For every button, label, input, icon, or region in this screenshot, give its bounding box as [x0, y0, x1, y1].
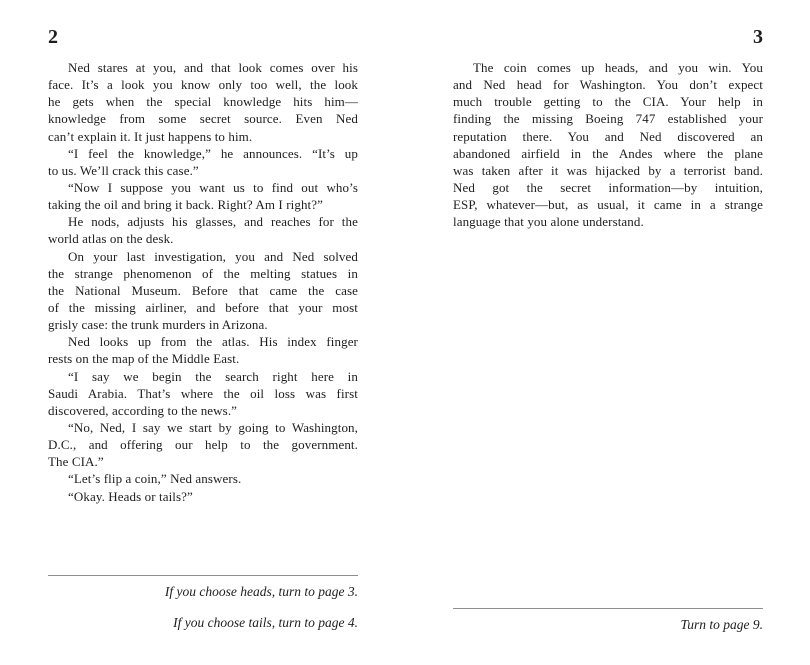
divider-rule — [453, 608, 763, 609]
text-line: can’t explain it. It just happens to him. — [48, 128, 253, 144]
text-line: “Let’s flip a coin,” Ned answers. — [68, 471, 242, 487]
text-line: Ned got the secret information—by intuition, — [453, 179, 763, 195]
text-line: he gets when the special knowledge hits him— — [48, 94, 358, 110]
text-line: rests on the map of the Middle East. — [48, 351, 240, 367]
text-line: “Now I suppose you want us to find out who’s — [68, 179, 358, 195]
text-line: much trouble getting to the CIA. Your help in — [453, 94, 763, 110]
text-line: ESP, whatever—but, as usual, it came in a strange — [453, 197, 763, 213]
page-footer — [48, 575, 358, 631]
text-line: of the missing airliner, and before that your most — [48, 299, 358, 315]
text-line: Saudi Arabia. That’s where the oil loss was first — [48, 385, 358, 401]
text-line: to us. We’ll crack this case.” — [48, 162, 199, 178]
text-line: Ned stares at you, and that look comes over his — [68, 60, 358, 75]
page-number: 3 — [753, 26, 763, 48]
text-line: reputation there. You and Ned discovered an — [453, 128, 763, 144]
page-3 — [453, 0, 763, 665]
text-line: “Okay. Heads or tails?” — [68, 488, 193, 504]
text-line: The CIA.” — [48, 454, 104, 470]
text-line: the National Museum. Before that came the case — [48, 282, 358, 298]
text-line: “No, Ned, I say we start by going to Washington, — [68, 419, 358, 435]
choice-list — [453, 617, 763, 633]
page-body-text — [48, 59, 358, 505]
text-line: language that you alone understand. — [453, 214, 644, 230]
text-line: face. It’s a look you know only too well, the look — [48, 77, 358, 93]
text-line: abandoned airfield in the Andes where the plane — [453, 145, 763, 161]
text-line: “I say we begin the search right here in — [68, 368, 358, 384]
text-line: Ned looks up from the atlas. His index finger — [68, 334, 358, 350]
page-number: 2 — [48, 26, 58, 48]
text-line: grisly case: the trunk murders in Arizona. — [48, 317, 268, 333]
text-line: D.C., and offering our help to the government. — [48, 437, 358, 453]
text-line: and Ned head for Washington. You don’t expect — [453, 77, 763, 93]
text-line: was taken after it was hijacked by a terrorist band. — [453, 162, 763, 178]
text-line: “I feel the knowledge,” he announces. “It’s up — [68, 145, 358, 161]
text-line: The coin comes up heads, and you win. You — [473, 60, 763, 75]
text-line: He nods, adjusts his glasses, and reaches for the — [68, 214, 358, 230]
text-line: On your last investigation, you and Ned solved — [68, 248, 358, 264]
choice-line: If you choose tails, turn to page 4. — [173, 615, 358, 630]
text-line: taking the oil and bring it back. Right? Am I right?” — [48, 197, 323, 213]
text-line: discovered, according to the news.” — [48, 402, 238, 418]
text-line: knowledge from some secret source. Even Ned — [48, 111, 358, 127]
text-line: finding the missing Boeing 747 established your — [453, 111, 763, 127]
text-line: the strange phenomenon of the melting statues in — [48, 265, 358, 281]
text-line: world atlas on the desk. — [48, 231, 174, 247]
divider-rule — [48, 575, 358, 576]
page-body-text — [453, 59, 763, 230]
choice-line: If you choose heads, turn to page 3. — [164, 584, 358, 599]
choice-line: Turn to page 9. — [680, 617, 763, 632]
choice-list — [48, 584, 358, 631]
page-footer — [453, 608, 763, 633]
page-2 — [48, 0, 358, 665]
